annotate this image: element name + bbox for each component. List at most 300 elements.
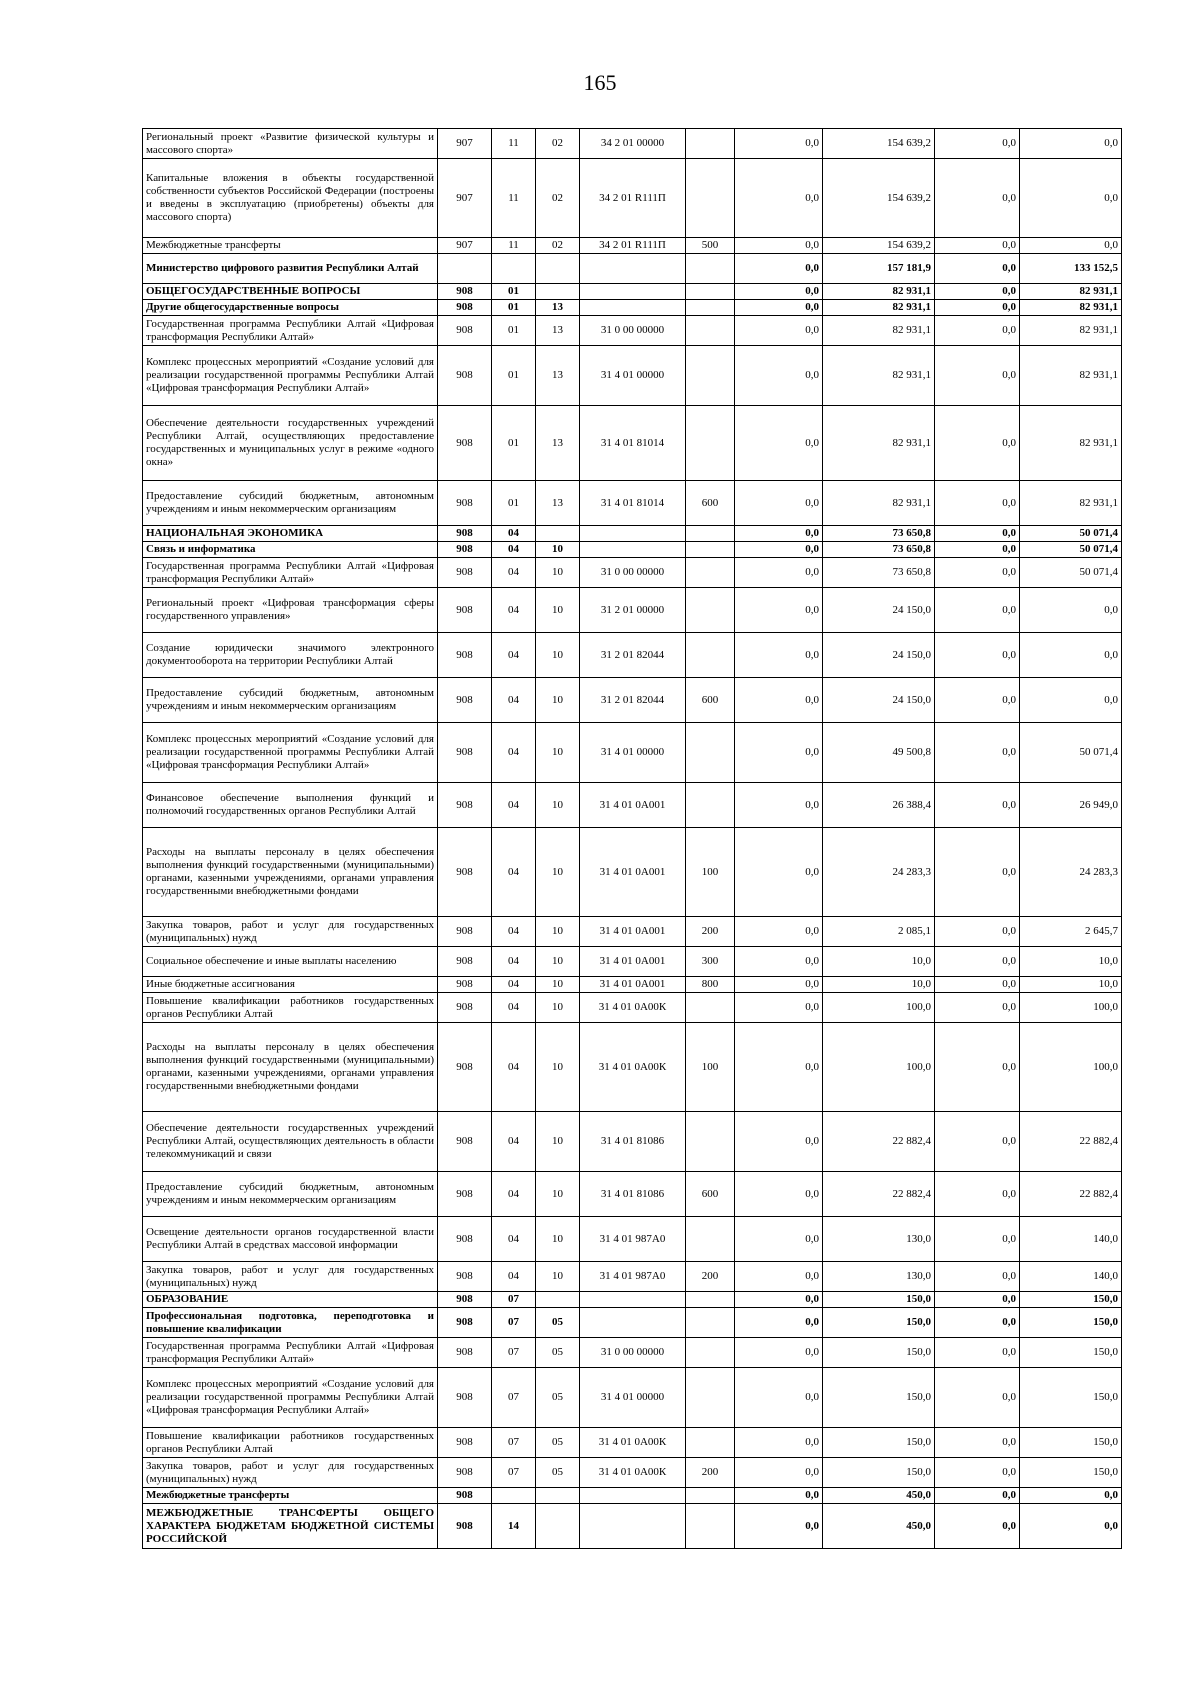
target-article-code: 31 4 01 81086 — [580, 1172, 686, 1217]
ministry-code: 908 — [438, 588, 492, 633]
table-row — [143, 542, 1122, 558]
section-code: 04 — [492, 678, 536, 723]
ministry-code: 908 — [438, 917, 492, 947]
amount-3: 0,0 — [935, 542, 1020, 558]
subsection-code: 10 — [536, 783, 580, 828]
section-code: 04 — [492, 1262, 536, 1292]
row-name: Обеспечение деятельности государственных учреждений Республики Алтай, осуществляющих предоставление государственных и муниципальных услуг в режиме «одного окна» — [143, 406, 438, 481]
amount-4: 150,0 — [1020, 1338, 1122, 1368]
amount-2: 150,0 — [823, 1308, 935, 1338]
ministry-code: 907 — [438, 238, 492, 254]
ministry-code: 908 — [438, 1023, 492, 1112]
table-row — [143, 1338, 1122, 1368]
row-name: Освещение деятельности органов государственной власти Республики Алтай в средствах массовой информации — [143, 1217, 438, 1262]
amount-2: 24 283,3 — [823, 828, 935, 917]
amount-4: 26 949,0 — [1020, 783, 1122, 828]
amount-3: 0,0 — [935, 1458, 1020, 1488]
subsection-code: 13 — [536, 300, 580, 316]
row-name: Министерство цифрового развития Республики Алтай — [143, 254, 438, 284]
amount-2: 154 639,2 — [823, 159, 935, 238]
ministry-code: 908 — [438, 1308, 492, 1338]
amount-2: 154 639,2 — [823, 129, 935, 159]
page-number: 165 — [583, 70, 617, 95]
subsection-code: 13 — [536, 481, 580, 526]
row-name: Региональный проект «Развитие физической культуры и массового спорта» — [143, 129, 438, 159]
row-name: ОБРАЗОВАНИЕ — [143, 1292, 438, 1308]
amount-3: 0,0 — [935, 159, 1020, 238]
amount-3: 0,0 — [935, 316, 1020, 346]
section-code: 04 — [492, 917, 536, 947]
ministry-code: 908 — [438, 1458, 492, 1488]
target-article-code: 31 4 01 987А0 — [580, 1217, 686, 1262]
amount-1: 0,0 — [735, 1488, 823, 1504]
target-article-code — [580, 1308, 686, 1338]
table-row — [143, 1458, 1122, 1488]
amount-1: 0,0 — [735, 1023, 823, 1112]
table-row — [143, 947, 1122, 977]
ministry-code: 908 — [438, 558, 492, 588]
amount-3: 0,0 — [935, 300, 1020, 316]
expense-type-code: 200 — [686, 917, 735, 947]
amount-1: 0,0 — [735, 316, 823, 346]
amount-1: 0,0 — [735, 1262, 823, 1292]
amount-1: 0,0 — [735, 300, 823, 316]
row-name: Предоставление субсидий бюджетным, автономным учреждениям и иным некоммерческим организациям — [143, 1172, 438, 1217]
table-row — [143, 1172, 1122, 1217]
subsection-code: 05 — [536, 1428, 580, 1458]
amount-4: 0,0 — [1020, 159, 1122, 238]
ministry-code: 908 — [438, 316, 492, 346]
expense-type-code: 200 — [686, 1262, 735, 1292]
ministry-code — [438, 254, 492, 284]
amount-2: 82 931,1 — [823, 300, 935, 316]
row-name: МЕЖБЮДЖЕТНЫЕ ТРАНСФЕРТЫ ОБЩЕГО ХАРАКТЕРА БЮДЖЕТАМ БЮДЖЕТНОЙ СИСТЕМЫ РОССИЙСКОЙ — [143, 1504, 438, 1549]
subsection-code — [536, 254, 580, 284]
amount-4: 140,0 — [1020, 1262, 1122, 1292]
subsection-code: 02 — [536, 129, 580, 159]
ministry-code: 907 — [438, 159, 492, 238]
section-code: 04 — [492, 783, 536, 828]
target-article-code — [580, 1488, 686, 1504]
section-code: 04 — [492, 1172, 536, 1217]
amount-4: 82 931,1 — [1020, 481, 1122, 526]
amount-4: 82 931,1 — [1020, 406, 1122, 481]
amount-2: 150,0 — [823, 1292, 935, 1308]
table-row — [143, 993, 1122, 1023]
amount-1: 0,0 — [735, 1458, 823, 1488]
amount-3: 0,0 — [935, 1504, 1020, 1549]
amount-2: 73 650,8 — [823, 542, 935, 558]
amount-4: 50 071,4 — [1020, 558, 1122, 588]
target-article-code: 31 4 01 81014 — [580, 406, 686, 481]
row-name: Расходы на выплаты персоналу в целях обеспечения выполнения функций государственными (муниципальными) органами, казенными учреждениями, органами управления государственными внебюджетными фондами — [143, 828, 438, 917]
amount-3: 0,0 — [935, 1262, 1020, 1292]
amount-2: 82 931,1 — [823, 316, 935, 346]
amount-1: 0,0 — [735, 1504, 823, 1549]
amount-2: 82 931,1 — [823, 481, 935, 526]
amount-2: 450,0 — [823, 1504, 935, 1549]
expense-type-code — [686, 1112, 735, 1172]
amount-1: 0,0 — [735, 828, 823, 917]
expense-type-code: 600 — [686, 481, 735, 526]
expense-type-code — [686, 1488, 735, 1504]
row-name: Закупка товаров, работ и услуг для государственных (муниципальных) нужд — [143, 917, 438, 947]
amount-2: 2 085,1 — [823, 917, 935, 947]
amount-3: 0,0 — [935, 1338, 1020, 1368]
target-article-code: 31 4 01 0А001 — [580, 947, 686, 977]
expense-type-code: 100 — [686, 1023, 735, 1112]
amount-3: 0,0 — [935, 1488, 1020, 1504]
table-row — [143, 159, 1122, 238]
subsection-code: 05 — [536, 1338, 580, 1368]
amount-1: 0,0 — [735, 558, 823, 588]
amount-4: 0,0 — [1020, 129, 1122, 159]
section-code: 04 — [492, 1023, 536, 1112]
ministry-code: 908 — [438, 406, 492, 481]
expense-type-code: 300 — [686, 947, 735, 977]
amount-2: 24 150,0 — [823, 633, 935, 678]
section-code: 04 — [492, 633, 536, 678]
section-code: 01 — [492, 316, 536, 346]
section-code: 04 — [492, 993, 536, 1023]
target-article-code: 34 2 01 00000 — [580, 129, 686, 159]
target-article-code — [580, 526, 686, 542]
expense-type-code: 600 — [686, 678, 735, 723]
amount-4: 50 071,4 — [1020, 526, 1122, 542]
row-name: Предоставление субсидий бюджетным, автономным учреждениям и иным некоммерческим организациям — [143, 678, 438, 723]
table-row — [143, 1023, 1122, 1112]
section-code: 04 — [492, 1112, 536, 1172]
target-article-code: 31 4 01 987А0 — [580, 1262, 686, 1292]
section-code: 01 — [492, 300, 536, 316]
target-article-code — [580, 1292, 686, 1308]
target-article-code — [580, 254, 686, 284]
row-name: Расходы на выплаты персоналу в целях обеспечения выполнения функций государственными (муниципальными) органами, казенными учреждениями, органами управления государственными внебюджетными фондами — [143, 1023, 438, 1112]
amount-3: 0,0 — [935, 1292, 1020, 1308]
table-row — [143, 316, 1122, 346]
amount-3: 0,0 — [935, 783, 1020, 828]
amount-1: 0,0 — [735, 723, 823, 783]
expense-type-code — [686, 526, 735, 542]
amount-3: 0,0 — [935, 1023, 1020, 1112]
amount-4: 82 931,1 — [1020, 300, 1122, 316]
section-code: 04 — [492, 828, 536, 917]
table-body — [143, 129, 1122, 1549]
amount-1: 0,0 — [735, 917, 823, 947]
amount-1: 0,0 — [735, 129, 823, 159]
subsection-code — [536, 1488, 580, 1504]
ministry-code: 908 — [438, 1488, 492, 1504]
ministry-code: 908 — [438, 1112, 492, 1172]
subsection-code: 10 — [536, 678, 580, 723]
target-article-code: 31 4 01 0А00К — [580, 1458, 686, 1488]
amount-1: 0,0 — [735, 633, 823, 678]
table-row — [143, 526, 1122, 542]
table-row — [143, 1262, 1122, 1292]
amount-3: 0,0 — [935, 1172, 1020, 1217]
section-code: 01 — [492, 481, 536, 526]
expense-type-code — [686, 1428, 735, 1458]
amount-1: 0,0 — [735, 159, 823, 238]
amount-2: 24 150,0 — [823, 678, 935, 723]
subsection-code: 10 — [536, 542, 580, 558]
amount-1: 0,0 — [735, 1338, 823, 1368]
expense-type-code — [686, 723, 735, 783]
amount-2: 157 181,9 — [823, 254, 935, 284]
table-row — [143, 1292, 1122, 1308]
amount-2: 150,0 — [823, 1338, 935, 1368]
target-article-code — [580, 284, 686, 300]
amount-3: 0,0 — [935, 947, 1020, 977]
amount-4: 0,0 — [1020, 238, 1122, 254]
amount-4: 50 071,4 — [1020, 542, 1122, 558]
table-row — [143, 723, 1122, 783]
amount-3: 0,0 — [935, 1217, 1020, 1262]
amount-2: 49 500,8 — [823, 723, 935, 783]
table-row — [143, 1504, 1122, 1549]
ministry-code: 908 — [438, 300, 492, 316]
section-code — [492, 254, 536, 284]
amount-4: 150,0 — [1020, 1292, 1122, 1308]
table-row — [143, 1308, 1122, 1338]
row-name: Межбюджетные трансферты — [143, 238, 438, 254]
amount-1: 0,0 — [735, 1112, 823, 1172]
row-name: Региональный проект «Цифровая трансформация сферы государственного управления» — [143, 588, 438, 633]
target-article-code: 31 4 01 00000 — [580, 1368, 686, 1428]
amount-1: 0,0 — [735, 1368, 823, 1428]
ministry-code: 908 — [438, 1504, 492, 1549]
section-code: 04 — [492, 542, 536, 558]
table-row — [143, 254, 1122, 284]
amount-3: 0,0 — [935, 481, 1020, 526]
amount-4: 22 882,4 — [1020, 1172, 1122, 1217]
amount-1: 0,0 — [735, 588, 823, 633]
section-code: 07 — [492, 1458, 536, 1488]
amount-1: 0,0 — [735, 977, 823, 993]
amount-3: 0,0 — [935, 917, 1020, 947]
subsection-code: 13 — [536, 406, 580, 481]
section-code: 04 — [492, 947, 536, 977]
expense-type-code: 500 — [686, 238, 735, 254]
amount-1: 0,0 — [735, 346, 823, 406]
target-article-code: 31 0 00 00000 — [580, 1338, 686, 1368]
amount-3: 0,0 — [935, 633, 1020, 678]
table-row — [143, 977, 1122, 993]
amount-4: 150,0 — [1020, 1308, 1122, 1338]
subsection-code: 10 — [536, 588, 580, 633]
amount-4: 22 882,4 — [1020, 1112, 1122, 1172]
table-row — [143, 300, 1122, 316]
table-row — [143, 917, 1122, 947]
amount-1: 0,0 — [735, 678, 823, 723]
amount-3: 0,0 — [935, 254, 1020, 284]
target-article-code: 31 2 01 00000 — [580, 588, 686, 633]
expense-type-code — [686, 558, 735, 588]
amount-4: 10,0 — [1020, 947, 1122, 977]
amount-1: 0,0 — [735, 947, 823, 977]
expense-type-code — [686, 783, 735, 828]
table-row — [143, 633, 1122, 678]
amount-4: 150,0 — [1020, 1458, 1122, 1488]
amount-4: 100,0 — [1020, 1023, 1122, 1112]
ministry-code: 908 — [438, 542, 492, 558]
expense-type-code — [686, 254, 735, 284]
table-row — [143, 129, 1122, 159]
row-name: Межбюджетные трансферты — [143, 1488, 438, 1504]
target-article-code: 31 0 00 00000 — [580, 558, 686, 588]
row-name: Предоставление субсидий бюджетным, автономным учреждениям и иным некоммерческим организациям — [143, 481, 438, 526]
section-code: 04 — [492, 588, 536, 633]
target-article-code — [580, 542, 686, 558]
subsection-code: 10 — [536, 977, 580, 993]
amount-3: 0,0 — [935, 526, 1020, 542]
target-article-code: 31 4 01 81086 — [580, 1112, 686, 1172]
expense-type-code: 100 — [686, 828, 735, 917]
amount-1: 0,0 — [735, 1217, 823, 1262]
subsection-code — [536, 1504, 580, 1549]
subsection-code: 05 — [536, 1458, 580, 1488]
amount-1: 0,0 — [735, 406, 823, 481]
table-row — [143, 558, 1122, 588]
expense-type-code — [686, 1292, 735, 1308]
subsection-code: 10 — [536, 917, 580, 947]
expense-type-code — [686, 1504, 735, 1549]
amount-4: 0,0 — [1020, 678, 1122, 723]
target-article-code: 31 4 01 00000 — [580, 723, 686, 783]
subsection-code: 10 — [536, 1023, 580, 1112]
section-code: 01 — [492, 346, 536, 406]
row-name: Закупка товаров, работ и услуг для государственных (муниципальных) нужд — [143, 1458, 438, 1488]
row-name: Государственная программа Республики Алтай «Цифровая трансформация Республики Алтай» — [143, 1338, 438, 1368]
target-article-code — [580, 300, 686, 316]
row-name: Комплекс процессных мероприятий «Создание условий для реализации государственной программы Республики Алтай «Цифровая трансформация Республики Алтай» — [143, 346, 438, 406]
amount-3: 0,0 — [935, 558, 1020, 588]
target-article-code: 31 4 01 0А00К — [580, 1023, 686, 1112]
section-code: 07 — [492, 1292, 536, 1308]
amount-3: 0,0 — [935, 828, 1020, 917]
target-article-code — [580, 1504, 686, 1549]
row-name: Повышение квалификации работников государственных органов Республики Алтай — [143, 1428, 438, 1458]
expense-type-code — [686, 1308, 735, 1338]
ministry-code: 908 — [438, 633, 492, 678]
table-row — [143, 1217, 1122, 1262]
ministry-code: 908 — [438, 481, 492, 526]
expense-type-code — [686, 346, 735, 406]
budget-table — [142, 128, 1122, 1549]
section-code: 04 — [492, 977, 536, 993]
amount-3: 0,0 — [935, 346, 1020, 406]
amount-3: 0,0 — [935, 977, 1020, 993]
subsection-code: 10 — [536, 1112, 580, 1172]
amount-3: 0,0 — [935, 406, 1020, 481]
row-name: Комплекс процессных мероприятий «Создание условий для реализации государственной программы Республики Алтай «Цифровая трансформация Республики Алтай» — [143, 1368, 438, 1428]
amount-3: 0,0 — [935, 588, 1020, 633]
section-code: 04 — [492, 723, 536, 783]
target-article-code: 31 4 01 0А00К — [580, 993, 686, 1023]
section-code — [492, 1488, 536, 1504]
expense-type-code — [686, 1368, 735, 1428]
section-code: 01 — [492, 284, 536, 300]
target-article-code: 31 0 00 00000 — [580, 316, 686, 346]
amount-4: 150,0 — [1020, 1368, 1122, 1428]
amount-3: 0,0 — [935, 238, 1020, 254]
expense-type-code — [686, 406, 735, 481]
amount-2: 73 650,8 — [823, 558, 935, 588]
table-row — [143, 1368, 1122, 1428]
ministry-code: 908 — [438, 284, 492, 300]
amount-2: 150,0 — [823, 1428, 935, 1458]
section-code: 11 — [492, 159, 536, 238]
table-row — [143, 678, 1122, 723]
amount-4: 2 645,7 — [1020, 917, 1122, 947]
ministry-code: 908 — [438, 828, 492, 917]
subsection-code — [536, 526, 580, 542]
section-code: 07 — [492, 1338, 536, 1368]
section-code: 04 — [492, 526, 536, 542]
row-name: Профессиональная подготовка, переподготовка и повышение квалификации — [143, 1308, 438, 1338]
expense-type-code: 800 — [686, 977, 735, 993]
amount-1: 0,0 — [735, 481, 823, 526]
section-code: 04 — [492, 1217, 536, 1262]
amount-2: 26 388,4 — [823, 783, 935, 828]
amount-2: 82 931,1 — [823, 406, 935, 481]
subsection-code: 10 — [536, 993, 580, 1023]
amount-1: 0,0 — [735, 526, 823, 542]
amount-2: 450,0 — [823, 1488, 935, 1504]
amount-2: 130,0 — [823, 1262, 935, 1292]
section-code: 01 — [492, 406, 536, 481]
row-name: Повышение квалификации работников государственных органов Республики Алтай — [143, 993, 438, 1023]
row-name: Иные бюджетные ассигнования — [143, 977, 438, 993]
amount-2: 150,0 — [823, 1368, 935, 1428]
ministry-code: 908 — [438, 1217, 492, 1262]
subsection-code: 10 — [536, 947, 580, 977]
target-article-code: 31 4 01 0А001 — [580, 917, 686, 947]
amount-3: 0,0 — [935, 1368, 1020, 1428]
subsection-code — [536, 284, 580, 300]
table-row — [143, 1112, 1122, 1172]
target-article-code: 31 2 01 82044 — [580, 633, 686, 678]
amount-2: 24 150,0 — [823, 588, 935, 633]
ministry-code: 908 — [438, 1262, 492, 1292]
subsection-code: 10 — [536, 1262, 580, 1292]
expense-type-code — [686, 129, 735, 159]
amount-1: 0,0 — [735, 284, 823, 300]
section-code: 11 — [492, 129, 536, 159]
target-article-code: 31 4 01 00000 — [580, 346, 686, 406]
ministry-code: 908 — [438, 1368, 492, 1428]
amount-3: 0,0 — [935, 1112, 1020, 1172]
table-row — [143, 588, 1122, 633]
row-name: Комплекс процессных мероприятий «Создание условий для реализации государственной программы Республики Алтай «Цифровая трансформация Республики Алтай» — [143, 723, 438, 783]
subsection-code: 13 — [536, 316, 580, 346]
expense-type-code — [686, 300, 735, 316]
amount-1: 0,0 — [735, 1292, 823, 1308]
ministry-code: 908 — [438, 526, 492, 542]
target-article-code: 31 4 01 0А001 — [580, 828, 686, 917]
expense-type-code — [686, 1338, 735, 1368]
table-row — [143, 1488, 1122, 1504]
section-code: 14 — [492, 1504, 536, 1549]
row-name: Финансовое обеспечение выполнения функций и полномочий государственных органов Республики Алтай — [143, 783, 438, 828]
table-row — [143, 238, 1122, 254]
expense-type-code — [686, 542, 735, 558]
amount-4: 50 071,4 — [1020, 723, 1122, 783]
amount-2: 154 639,2 — [823, 238, 935, 254]
target-article-code: 34 2 01 R111П — [580, 159, 686, 238]
ministry-code: 908 — [438, 1172, 492, 1217]
row-name: Связь и информатика — [143, 542, 438, 558]
